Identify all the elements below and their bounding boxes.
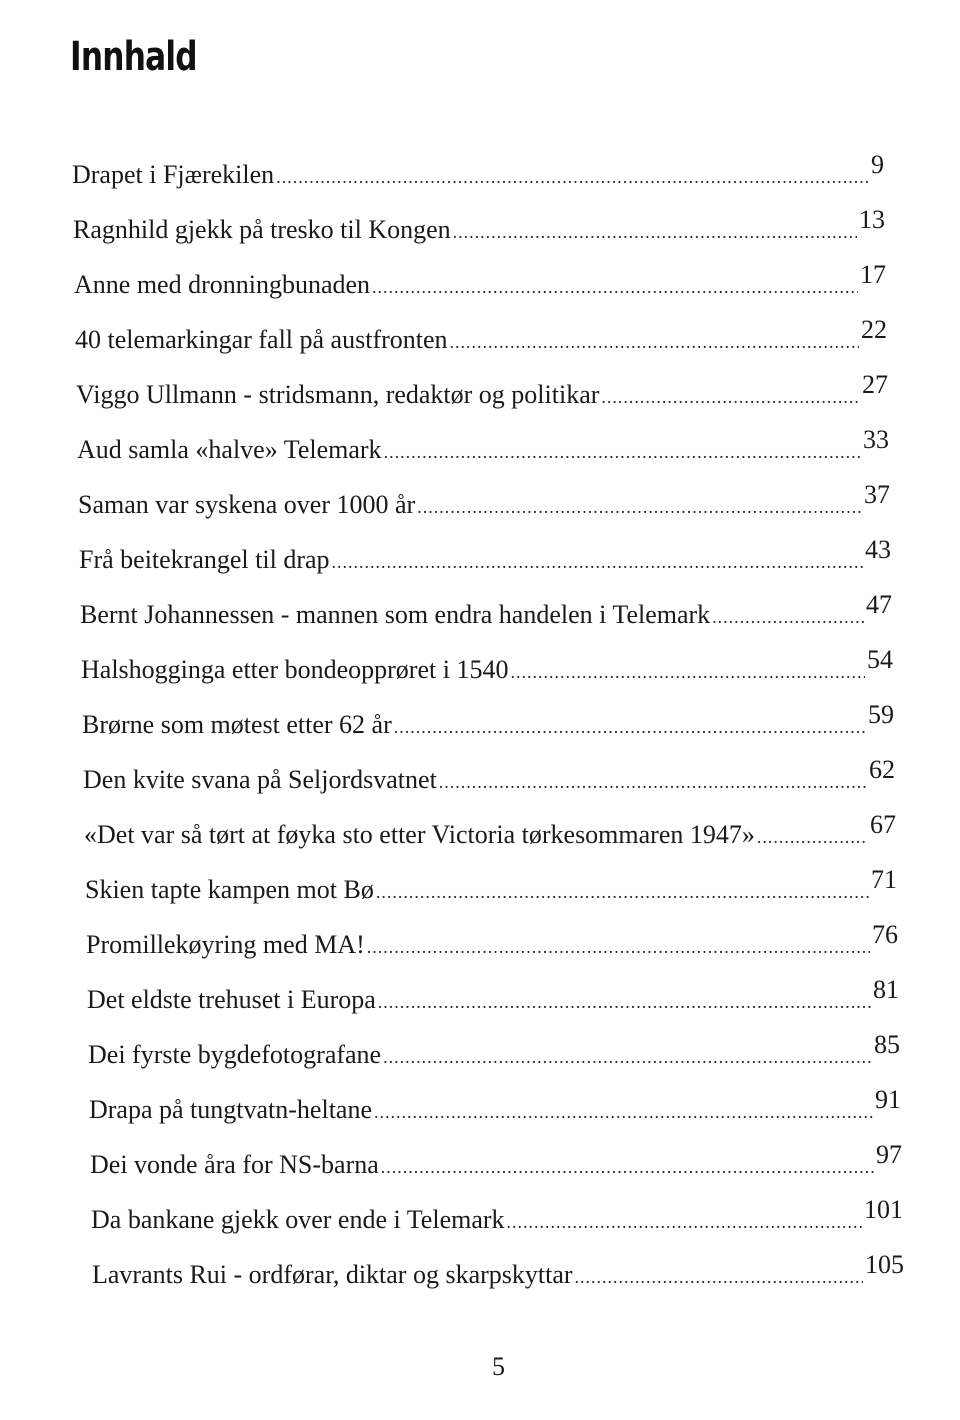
toc-entry — [87, 975, 899, 1017]
toc-entry-title: Frå beitekrangel til drap — [79, 545, 330, 574]
toc-entry-page: 59 — [868, 700, 894, 729]
toc-leader-dots — [367, 932, 870, 962]
toc-leader-dots — [439, 767, 867, 797]
toc-entry — [77, 425, 889, 467]
toc-entry-title: Bernt Johannessen - mannen som endra handelen i Telemark — [80, 600, 711, 629]
toc-entry — [74, 260, 886, 302]
toc-entry-title: Det eldste trehuset i Europa — [87, 985, 376, 1014]
toc-leader-dots — [510, 657, 865, 687]
page-title: Innhald — [70, 34, 197, 80]
page-number: 5 — [492, 1352, 505, 1381]
toc-entry — [76, 370, 888, 412]
toc-entry-page: 17 — [860, 260, 886, 289]
toc-entry-page: 97 — [876, 1140, 902, 1169]
toc-entry-page: 47 — [866, 590, 892, 619]
toc-leader-dots — [383, 1042, 872, 1072]
toc-entry — [81, 645, 893, 687]
toc-entry-title: Anne med dronningbunaden — [74, 270, 371, 299]
toc-leader-dots — [450, 327, 859, 357]
toc-entry — [92, 1250, 904, 1292]
toc-leader-dots — [276, 162, 869, 192]
toc-entry-title: Brørne som møtest etter 62 år — [82, 710, 392, 739]
toc-entry-page: 27 — [862, 370, 888, 399]
toc-entry-title: Ragnhild gjekk på tresko til Kongen — [73, 215, 451, 244]
toc-leader-dots — [453, 217, 857, 247]
toc-entry-page: 9 — [871, 150, 884, 179]
toc-entry-page: 33 — [863, 425, 889, 454]
toc-entry-title: Drapet i Fjærekilen — [72, 160, 275, 189]
toc-entry-page: 105 — [865, 1250, 904, 1279]
toc-entry — [86, 920, 898, 962]
toc-entry — [72, 150, 884, 192]
toc-entry-title: Den kvite svana på Seljordsvatnet — [83, 765, 437, 794]
toc-entry-page: 91 — [875, 1085, 901, 1114]
toc-entry-page: 43 — [865, 535, 891, 564]
toc-entry-page: 71 — [871, 865, 897, 894]
toc-entry-page: 67 — [870, 810, 896, 839]
toc-entry-title: Lavrants Rui - ordførar, diktar og skarpskyttar — [92, 1260, 573, 1289]
toc-entry — [78, 480, 890, 522]
toc-leader-dots — [376, 877, 869, 907]
toc-entry — [79, 535, 891, 577]
toc-entry — [85, 865, 897, 907]
toc-entry-title: Viggo Ullmann - stridsmann, redaktør og politikar — [76, 380, 600, 409]
toc-entry-title: Da bankane gjekk over ende i Telemark — [91, 1205, 505, 1234]
toc-entry — [75, 315, 887, 357]
toc-entry — [90, 1140, 902, 1182]
toc-entry — [82, 700, 894, 742]
toc-entry-page: 37 — [864, 480, 890, 509]
toc-leader-dots — [372, 272, 858, 302]
toc-leader-dots — [507, 1207, 862, 1237]
toc-entry — [91, 1195, 903, 1237]
toc-entry-title: Skien tapte kampen mot Bø — [85, 875, 374, 904]
toc-leader-dots — [575, 1262, 863, 1292]
toc-entry-page: 54 — [867, 645, 893, 674]
toc-entry-page: 85 — [874, 1030, 900, 1059]
toc-entry-title: Dei vonde åra for NS-barna — [90, 1150, 379, 1179]
toc-entry-title: Drapa på tungtvatn-heltane — [89, 1095, 372, 1124]
toc-entry — [80, 590, 892, 632]
toc-entry-title: 40 telemarkingar fall på austfronten — [75, 325, 448, 354]
toc-entry-title: Aud samla «halve» Telemark — [77, 435, 382, 464]
toc-leader-dots — [394, 712, 866, 742]
toc-leader-dots — [757, 822, 868, 852]
toc-entry-title: Promillekøyring med MA! — [86, 930, 365, 959]
toc-entry — [73, 205, 885, 247]
toc-entry — [89, 1085, 901, 1127]
toc-entry-page: 81 — [873, 975, 899, 1004]
toc-leader-dots — [332, 547, 863, 577]
toc-entry-title: «Det var så tørt at føyka sto etter Victoria tørkesommaren 1947» — [84, 820, 755, 849]
toc-entry — [84, 810, 896, 852]
toc-entry-title: Halshogginga etter bondeopprøret i 1540 — [81, 655, 509, 684]
toc-entry-page: 101 — [864, 1195, 903, 1224]
toc-entry — [83, 755, 895, 797]
toc-entry-page: 13 — [859, 205, 885, 234]
toc-entry-title: Saman var syskena over 1000 år — [78, 490, 416, 519]
toc-leader-dots — [384, 437, 861, 467]
toc-leader-dots — [601, 382, 860, 412]
toc-leader-dots — [378, 987, 871, 1017]
toc-entry-page: 76 — [872, 920, 898, 949]
toc-entry-page: 22 — [861, 315, 887, 344]
toc-entry — [88, 1030, 900, 1072]
toc-leader-dots — [374, 1097, 873, 1127]
toc-entry-title: Dei fyrste bygdefotografane — [88, 1040, 382, 1069]
toc-leader-dots — [381, 1152, 874, 1182]
toc-leader-dots — [417, 492, 862, 522]
toc-leader-dots — [712, 602, 864, 632]
toc-entry-page: 62 — [869, 755, 895, 784]
